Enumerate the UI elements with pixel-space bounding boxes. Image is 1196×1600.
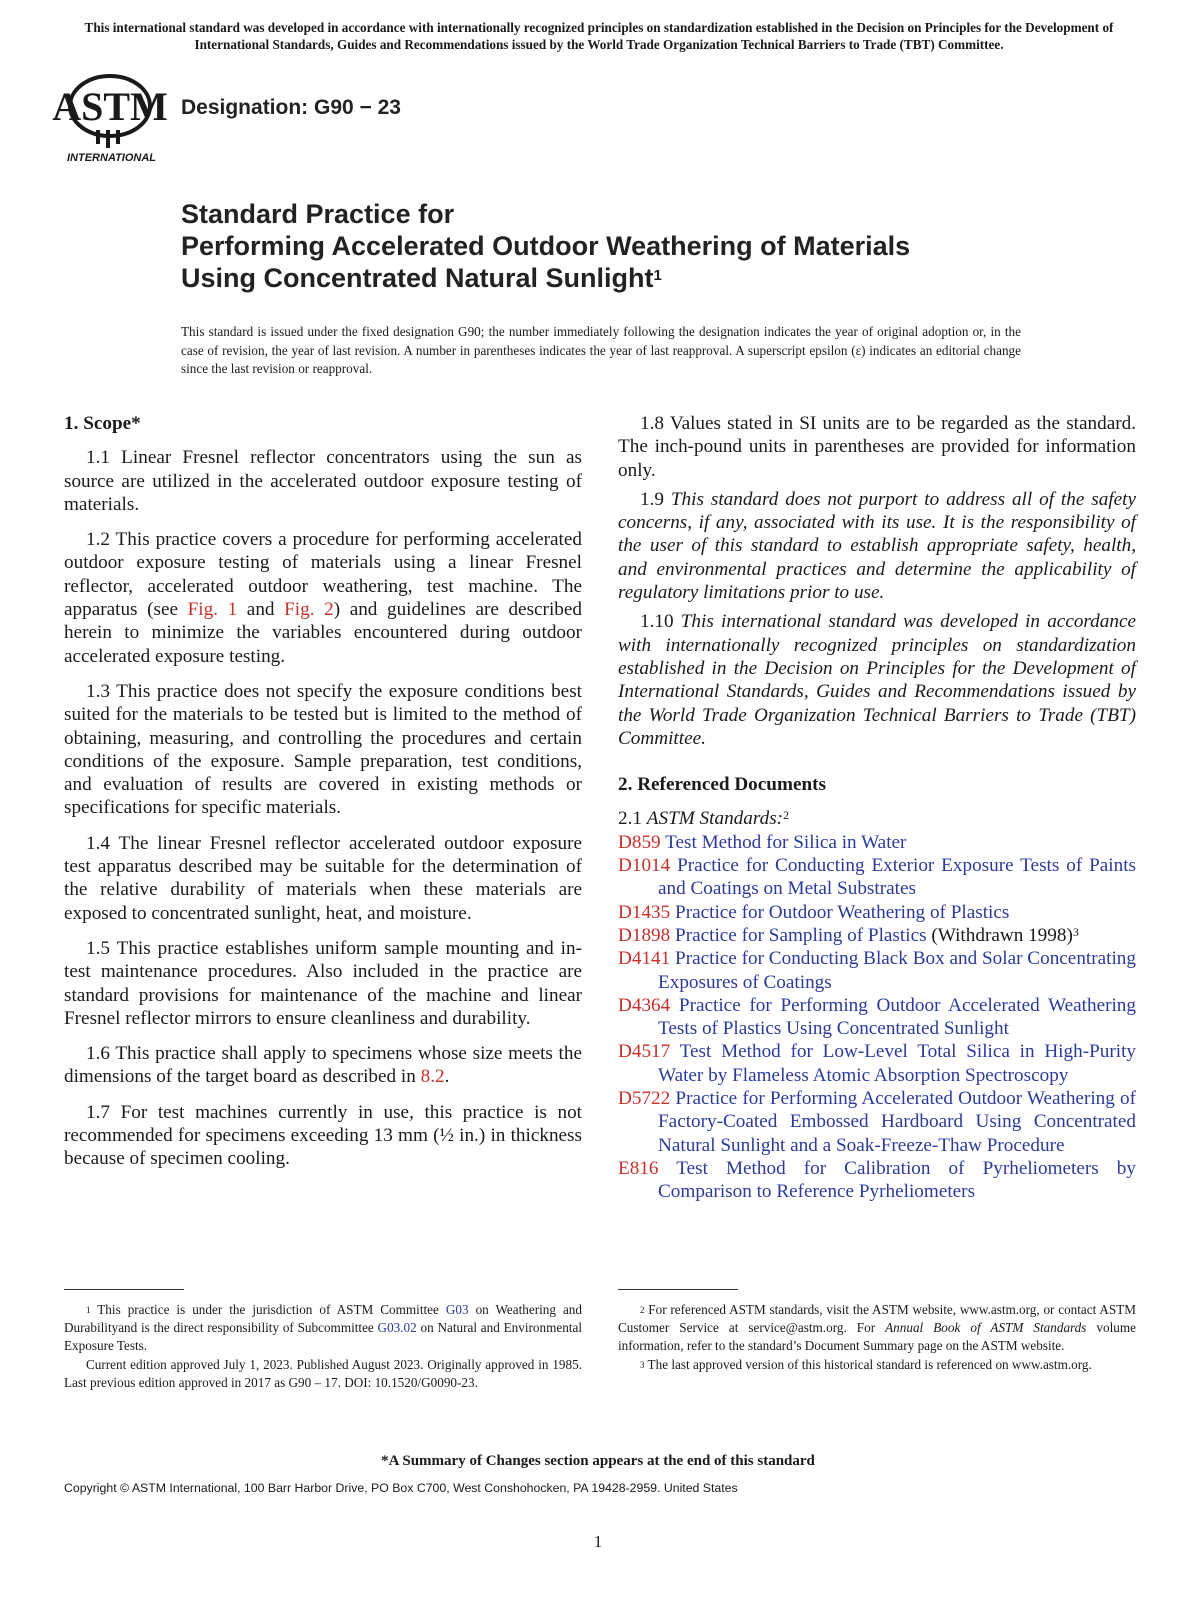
list-item[interactable]: D4364 Practice for Performing Outdoor Accelerated Weathering Tests of Plastics Using Concentrated Sunlight <box>618 994 1136 1040</box>
wto-tbt-notice: This international standard was developed in accordance with internationally recognized principles on standardization established in the Decision on Principles for the Development of International Standards, Guides and Recommendations issued by the World Trade Organization Technical Barriers to Trade (TBT) Committee. <box>84 20 1114 52</box>
footnote-1-current-edition: Current edition approved July 1, 2023. Published August 2023. Originally approved in 1985. Last previous edition approved in 2017 as G90 – 17. DOI: 10.1520/G0090-23. <box>64 1356 582 1390</box>
document-title <box>181 198 1121 294</box>
list-item[interactable]: D1898 Practice for Sampling of Plastics (Withdrawn 1998)$^3$ <box>618 924 1079 946</box>
astm-logo <box>52 68 170 168</box>
para-1-1: 1.1 Linear Fresnel reflector concentrators using the sun as source are utilized in the accelerated outdoor exposure testing of materials. <box>64 447 582 515</box>
footnote-2: $^2$ For referenced ASTM standards, visit the ASTM website, www.astm.org, or contact ASTM Customer Service at service@astm.org. For Annual Book of ASTM Standards volume information, refer to the standard’s Document Summary page on the ASTM website. <box>618 1302 1136 1354</box>
para-1-10: 1.10 This international standard was developed in accordance with internationally recognized principles on standardization established in the Decision on Principles for the Development of International Standards, Guides and Recommendations issued by the World Trade Organization Technical Barriers to Trade (TBT) Committee. <box>618 611 1136 749</box>
fig-2-link[interactable]: Fig. 2 <box>284 599 334 621</box>
committee-g03-link[interactable]: G03 <box>445 1302 469 1317</box>
list-item[interactable]: D859 Test Method for Silica in Water <box>618 831 907 853</box>
title-footnote-mark: 1 <box>653 267 662 284</box>
list-item[interactable]: E816 Test Method for Calibration of Pyrheliometers by Comparison to Reference Pyrheliometers <box>618 1157 1136 1203</box>
para-1-2: 1.2 This practice covers a procedure for performing accelerated outdoor exposure testing of materials using a linear Fresnel reflector, accelerated outdoor weathering, test machine. The apparatus (see Fig. 1 and Fig. 2) and guidelines are described herein to minimize the variables encountered during outdoor accelerated exposure testing. <box>64 529 582 667</box>
para-1-7: 1.7 For test machines currently in use, this practice is not recommended for specimens exceeding 13 mm (½ in.) in thickness because of specimen cooling. <box>64 1101 582 1170</box>
para-1-8: 1.8 Values stated in SI units are to be regarded as the standard. The inch-pound units in parentheses are provided for information only. <box>618 413 1136 481</box>
ref-code-d4141[interactable]: D4141 <box>618 948 671 970</box>
para-1-4: 1.4 The linear Fresnel reflector accelerated outdoor exposure test apparatus described may be suitable for the determination of the relative durability of materials when these materials are exposed to concentrated sunlight, heat, and moisture. <box>64 832 582 924</box>
list-item[interactable]: D4517 Test Method for Low-Level Total Silica in High-Purity Water by Flameless Atomic Absorption Spectroscopy <box>618 1041 1136 1086</box>
footnotes-right <box>618 1289 1136 1374</box>
ref-code-d5722[interactable]: D5722 <box>618 1088 671 1110</box>
issuance-statement: This standard is issued under the fixed designation G90; the number immediately following the designation indicates the year of original adoption or, in the case of revision, the year of last revision. A number in parentheses indicates the year of last reapproval. A superscript epsilon (ε) indicates an editorial change since the last revision or reapproval. <box>181 324 1021 376</box>
ref-code-d1435[interactable]: D1435 <box>618 901 671 923</box>
footnote-1: $^1$ This practice is under the jurisdiction of ASTM Committee G03 on Weathering and Durabilityand is the direct responsibility of Subcommittee G03.02 on Natural and Environmental Exposure Tests. <box>64 1302 582 1354</box>
para-1-6: 1.6 This practice shall apply to specimens whose size meets the dimensions of the target board as described in 8.2. <box>64 1043 582 1088</box>
title-line-2: Performing Accelerated Outdoor Weathering of Materials <box>181 231 911 261</box>
list-item[interactable]: D1014 Practice for Conducting Exterior Exposure Tests of Paints and Coatings on Metal Substrates <box>618 855 1136 900</box>
title-line-1: Standard Practice for <box>181 199 455 229</box>
designation: Designation: G90 − 23 <box>181 96 401 119</box>
ref-code-d859[interactable]: D859 <box>618 831 661 853</box>
subcommittee-g0302-link[interactable]: G03.02 <box>377 1320 417 1336</box>
list-item[interactable]: D1435 Practice for Outdoor Weathering of Plastics <box>618 901 1010 923</box>
logo-text: INTERNATIONAL <box>67 152 157 164</box>
page-number: 1 <box>593 1532 603 1551</box>
scope-heading: 1. Scope* <box>64 413 141 434</box>
list-item[interactable]: D5722 Practice for Performing Accelerated Outdoor Weathering of Factory-Coated Embossed Hardboard Using Concentrated Natural Sunlight and a Soak-Freeze-Thaw Procedure <box>618 1088 1136 1156</box>
fig-1-link[interactable]: Fig. 1 <box>187 599 238 621</box>
ref-code-d1014[interactable]: D1014 <box>618 855 671 877</box>
list-item[interactable]: D4141 Practice for Conducting Black Box and Solar Concentrating Exposures of Coatings <box>618 948 1136 993</box>
svg-text:ASTM: ASTM <box>52 84 168 129</box>
referenced-documents-heading: 2. Referenced Documents <box>618 774 826 796</box>
footnote-divider <box>618 1289 738 1290</box>
summary-of-changes-note: *A Summary of Changes section appears at the end of this standard <box>381 1453 815 1469</box>
para-1-5: 1.5 This practice establishes uniform sample mounting and in-test maintenance procedures. Also included in the practice are standard provisions for maintenance of the machine and linear Fresnel reflector mirrors to ensure cleanliness and durability. <box>64 937 582 1029</box>
para-1-3: 1.3 This practice does not specify the exposure conditions best suited for the materials to be tested but is limited to the method of obtaining, measuring, and controlling the procedures and certain conditions of the exposure. Sample preparation, test conditions, and evaluation of results are covered in existing methods or specifications for specific materials. <box>64 680 582 819</box>
ref-code-e816[interactable]: E816 <box>618 1157 659 1179</box>
para-1-9: 1.9 This standard does not purport to address all of the safety concerns, if any, associated with its use. It is the responsibility of the user of this standard to establish appropriate safety, health, and environmental practices and determine the applicability of regulatory limitations prior to use. <box>618 488 1137 604</box>
left-column <box>64 412 582 1171</box>
section-8-2-link[interactable]: 8.2 <box>420 1066 445 1088</box>
footnote-3: $^3$ The last approved version of this historical standard is referenced on www.astm.org. <box>640 1356 1092 1372</box>
referenced-documents-list <box>618 831 1136 1204</box>
copyright-line: Copyright © ASTM International, 100 Barr Harbor Drive, PO Box C700, West Conshohocken, PA 19428-2959. United States <box>64 1481 738 1495</box>
ref-code-d4517[interactable]: D4517 <box>618 1041 671 1063</box>
right-column <box>618 412 1136 1204</box>
ref-code-d4364[interactable]: D4364 <box>618 994 671 1016</box>
footnote-divider <box>64 1289 184 1290</box>
footnotes-left <box>64 1289 582 1392</box>
ref-code-d1898[interactable]: D1898 <box>618 924 671 946</box>
astm-standards-subheading: 2.1 ASTM Standards:$^2$ <box>618 808 790 830</box>
title-line-3: Using Concentrated Natural Sunlight <box>181 263 654 293</box>
